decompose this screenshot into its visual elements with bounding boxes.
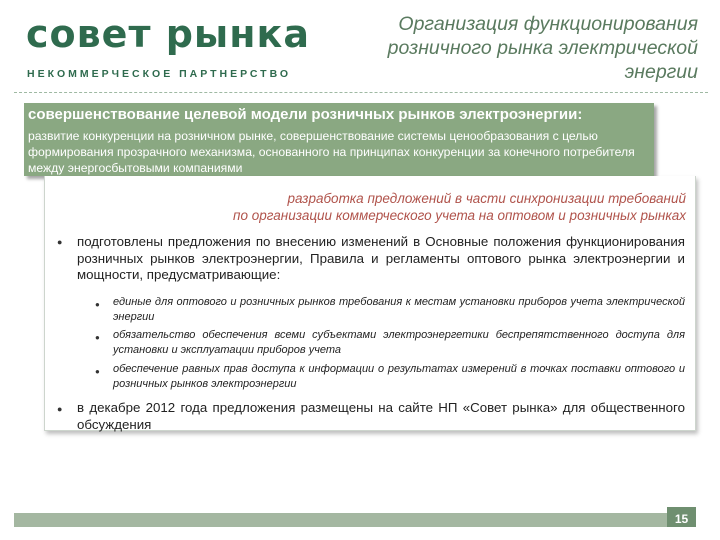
- panel-subtitle-line-1: разработка предложений в части синхронизации требований: [287, 191, 686, 206]
- goal-banner: [24, 103, 654, 176]
- sub-bullet-item-1: единые для оптового и розничных рынков требования к местам установки приборов учета электрической энергии: [113, 296, 685, 323]
- banner-text: развитие конкуренции на розничном рынке, совершенствование системы ценообразования с целью формирования прозрачного механизма, основанного на принципах конкуренции за конечного потребителя между энергосбытовыми компаниями: [28, 129, 635, 175]
- panel-subtitle: [126, 190, 686, 224]
- sub-bullet-item-2: обязательство обеспечения всеми субъектами электроэнергетики беспрепятственного доступа для установки и эксплуатации приборов учета: [113, 329, 685, 356]
- page-number: 15: [667, 507, 696, 527]
- slide-title-line-2: розничного рынка электрической: [387, 37, 698, 59]
- sub-bullet-dot-icon: ●: [95, 367, 100, 376]
- bullet-dot-icon: ●: [57, 404, 63, 414]
- sub-bullet-item-3: обеспечение равных прав доступа к информации о результатах измерений в точках поставки оптового и розничных рынков электроэнергии: [113, 363, 685, 390]
- panel-subtitle-line-2: по организации коммерческого учета на оптовом и розничных рынках: [233, 208, 686, 223]
- logo-subtitle: НЕКОММЕРЧЕСКОЕ ПАРТНЕРСТВО: [27, 68, 292, 80]
- banner-title: совершенствование целевой модели розничных рынков электроэнергии:: [28, 106, 583, 123]
- bullet-dot-icon: ●: [57, 237, 63, 247]
- slide-title-line-3: энергии: [624, 61, 698, 83]
- slide-title-line-1: Организация функционирования: [398, 13, 698, 35]
- content-panel: [44, 176, 696, 431]
- sub-bullet-dot-icon: ●: [95, 333, 100, 342]
- footer-bar: [14, 513, 694, 527]
- logo-title: совет рынка: [26, 12, 310, 56]
- bullet-item-2: в декабре 2012 года предложения размещены на сайте НП «Совет рынка» для общественного обсуждения: [77, 400, 685, 432]
- header-divider: [14, 92, 708, 93]
- sub-bullet-dot-icon: ●: [95, 300, 100, 309]
- bullet-item-1: подготовлены предложения по внесению изменений в Основные положения функционирования розничных рынков электроэнергии, Правила и регламенты оптового рынка электроэнергии и мощности, предусматривающие:: [77, 234, 685, 282]
- slide-title: [328, 12, 698, 84]
